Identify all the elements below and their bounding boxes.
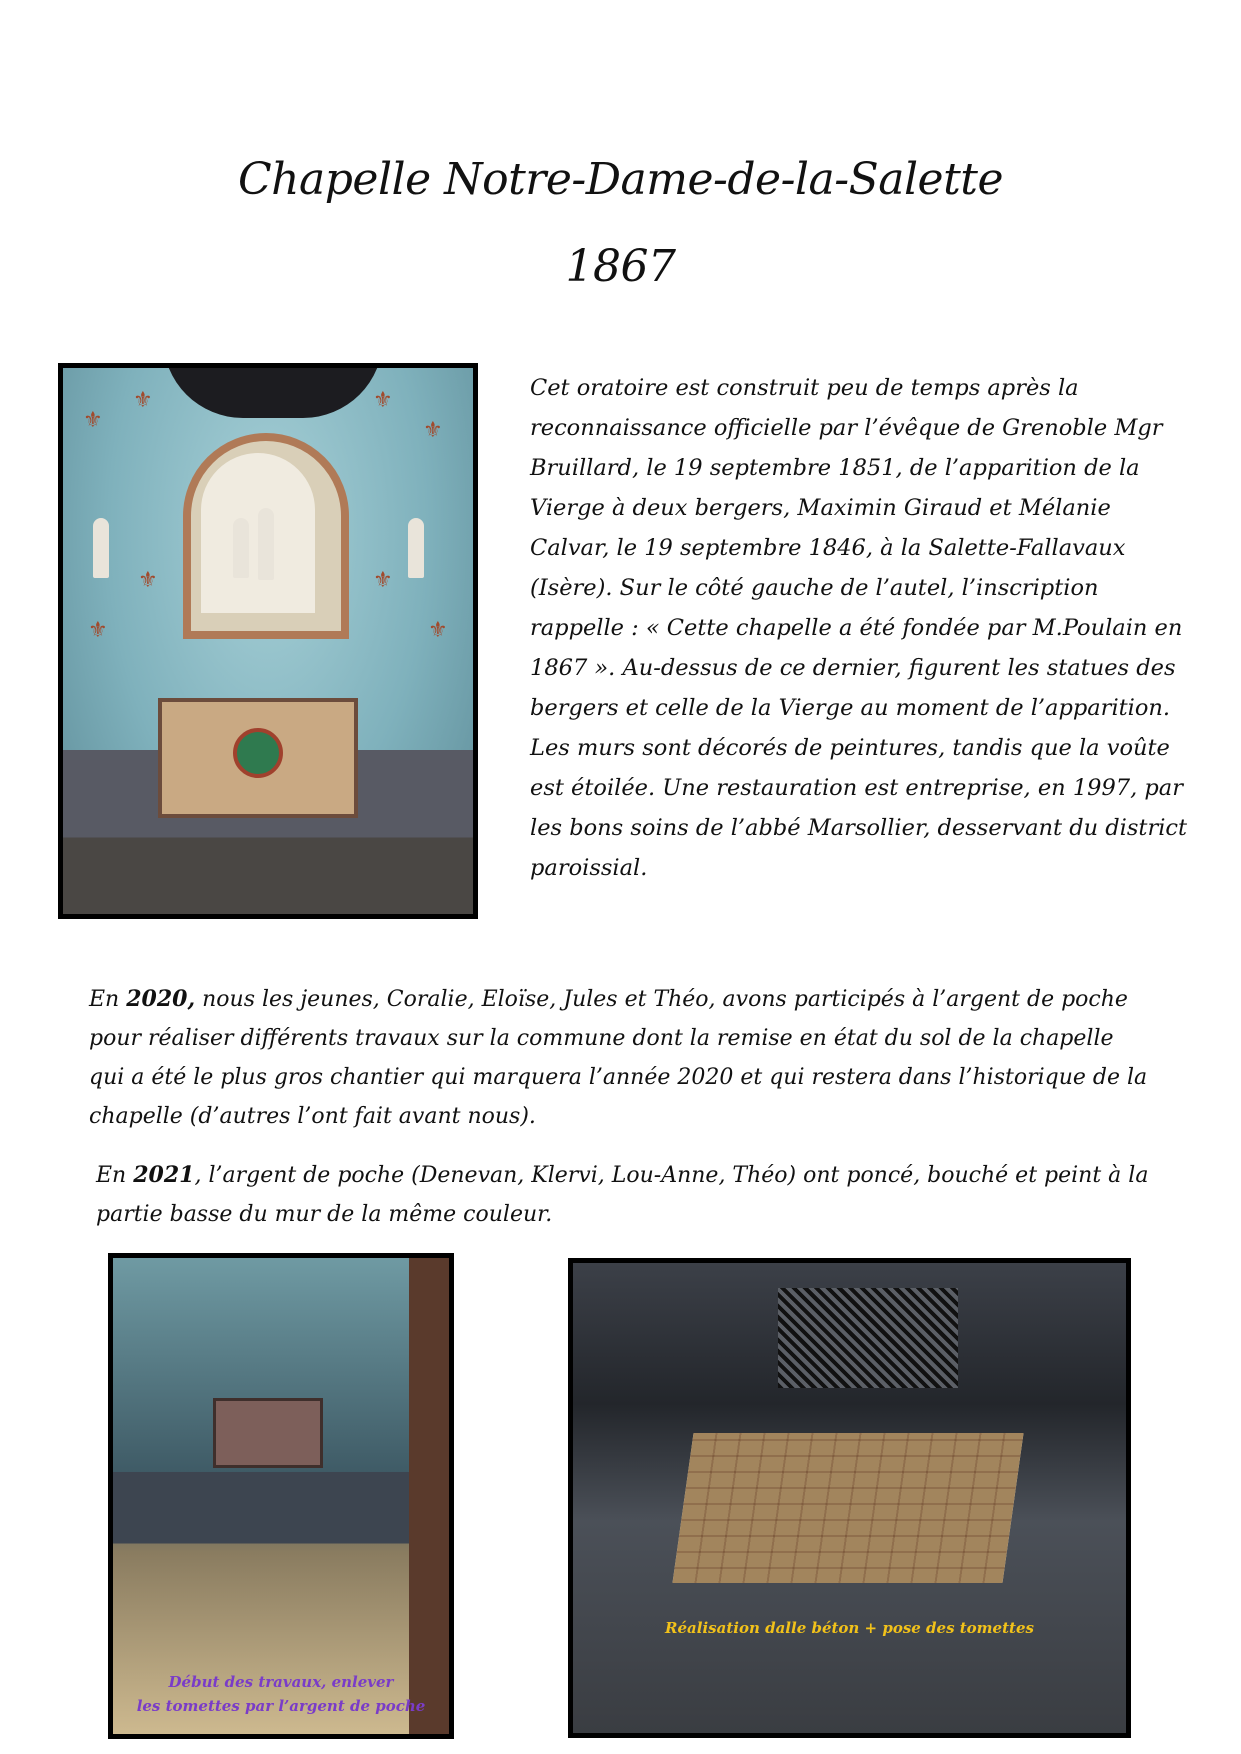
statue-shape (258, 508, 274, 580)
works-start-caption-line1: Début des travaux, enlever (168, 1673, 394, 1691)
paragraph-2021-year: 2021 (133, 1162, 195, 1188)
tiled-floor-shape (672, 1433, 1023, 1583)
chapel-altar-photo (58, 363, 478, 919)
fleur-de-lis-icon: ⚜ (423, 418, 443, 443)
altar-grille-shape (778, 1288, 958, 1388)
paragraph-2020 (89, 980, 1149, 1136)
tiles-laid-caption: Réalisation dalle béton + pose des tomettes (665, 1619, 1034, 1637)
fleur-de-lis-icon: ⚜ (88, 618, 108, 643)
fleur-de-lis-icon: ⚜ (83, 408, 103, 433)
paragraph-2021-lead: En (96, 1163, 134, 1188)
intro-paragraph: Cet oratoire est construit peu de temps après la reconnaissance officielle par l’évêque de Grenoble Mgr Bruillard, le 19 septembre 1851, de l’apparition de la Vierge à deux bergers, Maximin Giraud et Mélanie Calvar, le 19 septembre 1846, à la Salette-Fallavaux (Isère). Sur le côté gauche de l’autel, l’inscription rappelle : « Cette chapelle a été fondée par M.Poulain en 1867 ». Au-dessus de ce dernier, figurent les statues des bergers et celle de la Vierge au moment de l’apparition. Les murs sont décorés de peintures, tandis que la voûte est étoilée. Une restauration est entreprise, en 1997, par les bons soins de l’abbé Marsollier, desservant du district paroissial. (530, 375, 1188, 881)
statue-shape (408, 518, 424, 578)
statue-shape (93, 518, 109, 578)
page-subtitle-year: 1867 (565, 241, 676, 292)
fleur-de-lis-icon: ⚜ (138, 568, 158, 593)
paragraph-2020-lead: En (89, 987, 127, 1012)
altar-emblem-shape (233, 728, 283, 778)
works-start-caption-line2: les tomettes par l’argent de poche (136, 1697, 426, 1715)
paragraph-2020-year: 2020, (126, 986, 196, 1012)
works-start-caption (113, 1670, 449, 1718)
door-shape (409, 1258, 449, 1734)
fleur-de-lis-icon: ⚜ (133, 388, 153, 413)
works-start-photo (108, 1253, 454, 1739)
vault-shape (163, 363, 383, 418)
altar-shape (213, 1398, 323, 1468)
page-title: Chapelle Notre-Dame-de-la-Salette (238, 154, 1003, 205)
paragraph-2021 (96, 1156, 1156, 1234)
paragraph-2020-text: nous les jeunes, Coralie, Eloïse, Jules et Théo, avons participés à l’argent de poche pour réaliser différents travaux sur la commune dont la remise en état du sol de la chapelle qui a été le plus gros chantier qui marquera l’année 2020 et qui restera dans l’historique de la chapelle (d’autres l’ont fait avant nous). (89, 987, 1148, 1129)
fleur-de-lis-icon: ⚜ (373, 568, 393, 593)
fleur-de-lis-icon: ⚜ (428, 618, 448, 643)
statue-shape (233, 518, 249, 578)
fleur-de-lis-icon: ⚜ (373, 388, 393, 413)
paragraph-2021-text: , l’argent de poche (Denevan, Klervi, Lou-Anne, Théo) ont poncé, bouché et peint à la partie basse du mur de la même couleur. (96, 1163, 1149, 1227)
tiles-laid-photo (568, 1258, 1131, 1738)
